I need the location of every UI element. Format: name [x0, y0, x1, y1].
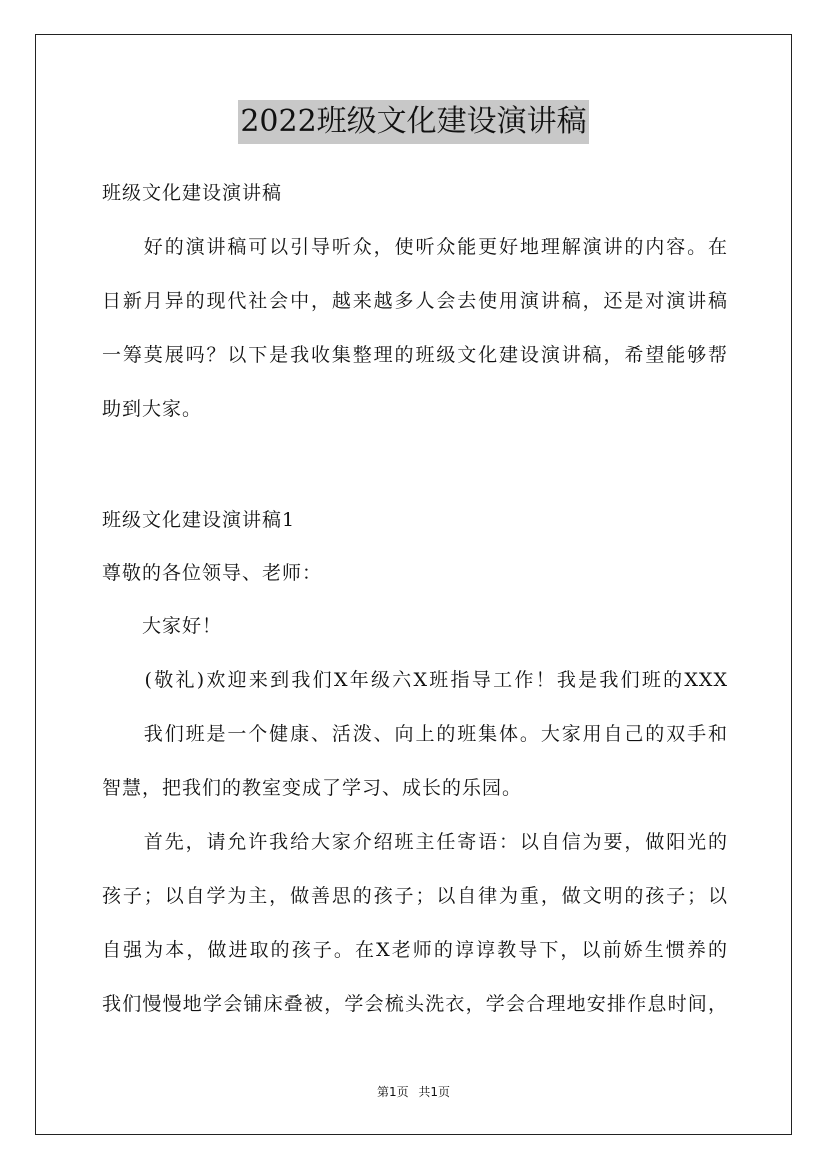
body-line: (敬礼)欢迎来到我们X年级六X班指导工作！我是我们班的XXX — [102, 669, 728, 691]
body-line: 智慧，把我们的教室变成了学习、成长的乐园。 — [102, 777, 523, 799]
body-line: 一筹莫展吗？以下是我收集整理的班级文化建设演讲稿，希望能够帮 — [102, 344, 728, 366]
section-heading: 班级文化建设演讲稿 — [102, 182, 283, 204]
body-line: 好的演讲稿可以引导听众，使听众能更好地理解演讲的内容。在 — [102, 236, 728, 258]
page-total: 共1页 — [418, 1085, 451, 1099]
salutation-line: 尊敬的各位领导、老师： — [102, 562, 323, 584]
body-line: 助到大家。 — [102, 398, 203, 420]
body-line: 日新月异的现代社会中，越来越多人会去使用演讲稿，还是对演讲稿 — [102, 290, 728, 312]
title-container — [0, 100, 827, 144]
greeting-line: 大家好！ — [102, 615, 223, 637]
body-line: 我们慢慢地学会铺床叠被，学会梳头洗衣，学会合理地安排作息时间， — [102, 993, 728, 1015]
body-line: 自强为本，做进取的孩子。在X老师的谆谆教导下，以前娇生惯养的 — [102, 939, 728, 961]
page-footer — [0, 1083, 827, 1100]
document-title: 2022班级文化建设演讲稿 — [238, 100, 588, 144]
body-line: 孩子；以自学为主，做善思的孩子；以自律为重，做文明的孩子；以 — [102, 885, 728, 907]
body-line: 我们班是一个健康、活泼、向上的班集体。大家用自己的双手和 — [102, 723, 728, 745]
page-number: 第1页 — [376, 1085, 409, 1099]
body-line: 首先，请允许我给大家介绍班主任寄语：以自信为要，做阳光的 — [102, 831, 728, 853]
section-heading: 班级文化建设演讲稿1 — [102, 509, 296, 531]
